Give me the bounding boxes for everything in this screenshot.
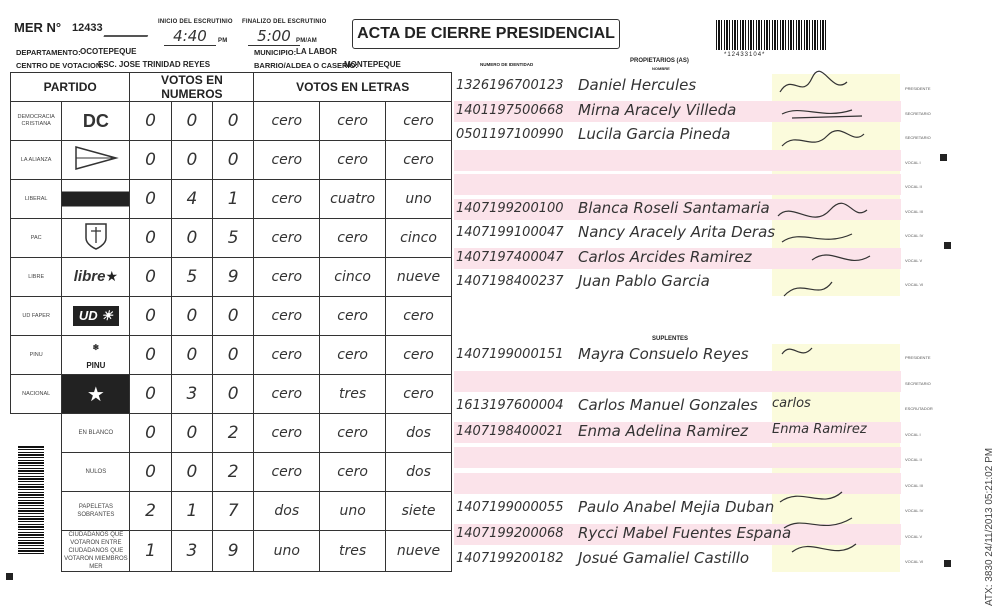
vote-word: cero xyxy=(386,297,452,336)
end-time: 5:00 xyxy=(248,27,300,46)
party-logo: DC xyxy=(62,102,130,141)
party-logo xyxy=(62,141,130,180)
owners-sub: NOMBRE xyxy=(652,66,670,71)
vote-digit: 4 xyxy=(171,180,212,219)
vote-digit: 0 xyxy=(130,258,171,297)
role-label: SECRETARIO xyxy=(905,135,931,140)
vote-digit: 5 xyxy=(171,258,212,297)
representative-id: 1407199100047 xyxy=(456,225,564,240)
registration-mark xyxy=(940,154,947,161)
party-row xyxy=(11,102,452,141)
party-name: LIBRE xyxy=(11,258,62,297)
special-row xyxy=(11,414,452,453)
party-row xyxy=(11,297,452,336)
representative-id: 1326196700123 xyxy=(456,78,564,93)
municipality-value: LA LABOR xyxy=(296,47,338,56)
vote-digit: 0 xyxy=(130,375,171,414)
registration-mark xyxy=(944,560,951,567)
vote-digit: 2 xyxy=(130,492,171,531)
vote-digit: 0 xyxy=(213,102,254,141)
representative-id: 1613197600004 xyxy=(456,398,564,413)
vote-digit: 2 xyxy=(213,453,254,492)
special-row xyxy=(11,492,452,531)
vote-word: cero xyxy=(254,297,320,336)
party-row xyxy=(11,375,452,414)
center-label: CENTRO DE VOTACION: xyxy=(16,61,104,70)
end-label: FINALIZO DEL ESCRUTINIO xyxy=(242,19,327,25)
col-words: VOTOS EN LETRAS xyxy=(254,73,452,102)
vote-word: cero xyxy=(386,336,452,375)
vote-word: cero xyxy=(386,375,452,414)
vote-digit: 0 xyxy=(130,414,171,453)
role-label: VOCAL V xyxy=(905,257,923,263)
vote-digit: 0 xyxy=(130,336,171,375)
votes-table xyxy=(10,72,452,572)
representative-name: Mayra Consuelo Reyes xyxy=(578,345,749,363)
vote-digit: 0 xyxy=(213,141,254,180)
special-label: PAPELETAS SOBRANTES xyxy=(62,492,130,531)
representative-id: 1407199000151 xyxy=(456,347,564,362)
role-label: SECRETARIO xyxy=(905,110,931,116)
vote-word: uno xyxy=(320,492,386,531)
vote-digit: 0 xyxy=(213,336,254,375)
role-label: VOCAL IV xyxy=(905,233,924,238)
party-row xyxy=(11,336,452,375)
representative-id: 1401197500668 xyxy=(456,102,564,118)
party-name: UD FAPER xyxy=(11,297,62,336)
vote-digit: 0 xyxy=(171,141,212,180)
substitutes-header: SUPLENTES xyxy=(652,336,689,342)
party-logo: UD ☀ xyxy=(62,297,130,336)
special-row xyxy=(11,531,452,572)
role-label: VOCAL I xyxy=(905,159,921,165)
representative-name: Mirna Aracely Villeda xyxy=(578,100,737,119)
vote-digit: 9 xyxy=(213,258,254,297)
role-label: PRESIDENTE xyxy=(905,86,931,91)
party-logo: ★ xyxy=(62,375,130,414)
vote-word: cero xyxy=(254,141,320,180)
vote-word: cero xyxy=(386,141,452,180)
col-party: PARTIDO xyxy=(11,73,130,102)
signature-scribbles xyxy=(772,70,902,570)
representative-name: Josué Gamaliel Castillo xyxy=(578,549,750,567)
representative-id: 1407199200068 xyxy=(456,525,564,541)
vote-word: cero xyxy=(254,453,320,492)
vote-digit: 0 xyxy=(171,336,212,375)
vote-word: cero xyxy=(320,453,386,492)
department-label: DEPARTAMENTO: xyxy=(16,48,81,57)
representative-name: Rycci Mabel Fuentes Espana xyxy=(578,523,792,542)
village-label: BARRIO/ALDEA O CASERIO: xyxy=(254,61,358,70)
role-label: VOCAL II xyxy=(905,457,922,462)
start-time: 4:40 xyxy=(164,27,216,46)
role-label: VOCAL III xyxy=(905,208,923,214)
vote-word: dos xyxy=(386,453,452,492)
representative-id: 1407199000055 xyxy=(456,500,564,515)
vote-digit: 0 xyxy=(171,414,212,453)
header-barcode-number: *12433104* xyxy=(724,52,766,58)
vote-word: cero xyxy=(254,258,320,297)
vote-word: cero xyxy=(254,180,320,219)
party-row xyxy=(11,219,452,258)
vote-word: dos xyxy=(254,492,320,531)
vote-digit: 1 xyxy=(171,492,212,531)
vote-word: uno xyxy=(254,531,320,572)
vote-digit: 2 xyxy=(213,414,254,453)
col-numbers: VOTOS EN NUMEROS xyxy=(130,73,254,102)
vote-digit: 0 xyxy=(171,102,212,141)
vote-word: siete xyxy=(386,492,452,531)
page-title: ACTA DE CIERRE PRESIDENCIAL xyxy=(352,19,620,49)
village-value: MONTEPEQUE xyxy=(344,60,401,69)
mer-number: 12433 xyxy=(72,22,103,34)
vote-word: uno xyxy=(386,180,452,219)
vote-word: cero xyxy=(320,297,386,336)
role-label: VOCAL II xyxy=(905,184,922,189)
vote-word: cinco xyxy=(320,258,386,297)
vote-word: tres xyxy=(320,375,386,414)
special-label: EN BLANCO xyxy=(62,414,130,453)
vote-word: cero xyxy=(254,102,320,141)
party-row xyxy=(11,180,452,219)
vote-word: cero xyxy=(254,219,320,258)
vote-word: tres xyxy=(320,531,386,572)
vote-digit: 0 xyxy=(130,180,171,219)
vote-word: cero xyxy=(320,102,386,141)
party-logo: ❄ PINU xyxy=(62,336,130,375)
vote-digit: 9 xyxy=(213,531,254,572)
party-name: LIBERAL xyxy=(11,180,62,219)
id-header: NUMERO DE IDENTIDAD xyxy=(480,62,534,67)
role-label: VOCAL VI xyxy=(905,282,924,287)
vote-word: cero xyxy=(320,219,386,258)
representative-signature: carlos xyxy=(772,396,811,411)
center-value: ESC. JOSE TRINIDAD REYES xyxy=(98,60,211,69)
party-name: NACIONAL xyxy=(11,375,62,414)
registration-mark xyxy=(6,573,13,580)
vote-word: cero xyxy=(386,102,452,141)
start-label: INICIO DEL ESCRUTINIO xyxy=(158,19,233,25)
party-name: DEMOCRACIA CRISTIANA xyxy=(11,102,62,141)
vote-word: cero xyxy=(254,375,320,414)
role-label: VOCAL V xyxy=(905,533,923,539)
role-label: PRESIDENTE xyxy=(905,355,931,360)
mer-label: MER N° xyxy=(14,20,62,35)
role-label: VOCAL VI xyxy=(905,559,924,564)
representative-name: Blanca Roseli Santamaria xyxy=(578,198,770,217)
representative-id: 1407199200100 xyxy=(456,200,564,216)
end-suffix: PM/AM xyxy=(296,38,317,44)
vote-digit: 5 xyxy=(213,219,254,258)
vote-word: cero xyxy=(320,141,386,180)
vote-digit: 1 xyxy=(130,531,171,572)
vote-word: cero xyxy=(320,414,386,453)
vote-word: nueve xyxy=(386,258,452,297)
vote-digit: 0 xyxy=(130,219,171,258)
representative-name: Carlos Manuel Gonzales xyxy=(578,396,758,414)
vote-word: cero xyxy=(254,336,320,375)
vote-digit: 0 xyxy=(213,297,254,336)
vote-word: cinco xyxy=(386,219,452,258)
role-label: VOCAL I xyxy=(905,431,921,437)
role-label: SECRETARIO xyxy=(905,380,931,386)
vote-digit: 0 xyxy=(130,297,171,336)
special-label: NULOS xyxy=(62,453,130,492)
representative-id: 1407199200182 xyxy=(456,551,564,566)
vote-digit: 0 xyxy=(171,297,212,336)
cne-logo xyxy=(103,23,152,37)
vote-digit: 0 xyxy=(171,453,212,492)
representative-id: 1407198400237 xyxy=(456,274,564,289)
start-suffix: PM xyxy=(218,38,228,44)
representative-name: Carlos Arcides Ramirez xyxy=(578,247,752,266)
special-row xyxy=(11,453,452,492)
role-label: VOCAL III xyxy=(905,482,923,488)
party-name: PAC xyxy=(11,219,62,258)
vote-word: dos xyxy=(386,414,452,453)
vote-word: cero xyxy=(320,336,386,375)
vote-digit: 0 xyxy=(130,102,171,141)
representative-name: Nancy Aracely Arita Deras xyxy=(578,223,776,241)
municipality-label: MUNICIPIO: xyxy=(254,48,297,57)
vote-word: nueve xyxy=(386,531,452,572)
special-label: CIUDADANOS QUE VOTARON ENTRE CIUDADANOS QUE VOTARON MIEMBROS MER xyxy=(62,531,130,572)
party-logo xyxy=(62,180,130,219)
role-label: VOCAL IV xyxy=(905,508,924,513)
vote-digit: 0 xyxy=(171,219,212,258)
representative-name: Daniel Hercules xyxy=(578,76,697,94)
vote-word: cero xyxy=(254,414,320,453)
role-label: ESCRUTADOR xyxy=(905,406,933,411)
representative-name: Enma Adelina Ramirez xyxy=(578,421,749,440)
party-logo: libre★ xyxy=(62,258,130,297)
party-row xyxy=(11,141,452,180)
party-name: LA ALIANZA xyxy=(11,141,62,180)
vote-digit: 0 xyxy=(130,453,171,492)
representative-id: 1407198400021 xyxy=(456,423,564,439)
representative-name: Juan Pablo Garcia xyxy=(578,272,710,290)
party-name: PINU xyxy=(11,336,62,375)
representative-name: Lucila Garcia Pineda xyxy=(578,125,731,143)
vote-digit: 1 xyxy=(213,180,254,219)
vote-digit: 3 xyxy=(171,375,212,414)
vote-digit: 0 xyxy=(130,141,171,180)
representative-signature: Enma Ramirez xyxy=(772,421,867,437)
vote-word: cuatro xyxy=(320,180,386,219)
header-barcode xyxy=(716,20,826,50)
representative-id: 0501197100990 xyxy=(456,127,564,142)
vote-digit: 0 xyxy=(213,375,254,414)
vote-digit: 3 xyxy=(171,531,212,572)
side-stamp: ATX: 3830 24/11/2013 05:21:02 PM xyxy=(984,447,995,606)
registration-mark xyxy=(944,242,951,249)
representative-name: Paulo Anabel Mejia Duban xyxy=(578,498,775,516)
department-value: OCOTEPEQUE xyxy=(80,47,137,56)
owners-header: PROPIETARIOS (AS) xyxy=(630,58,689,64)
party-row xyxy=(11,258,452,297)
party-logo xyxy=(62,219,130,258)
representative-id: 1407197400047 xyxy=(456,249,564,265)
vote-digit: 7 xyxy=(213,492,254,531)
side-barcode xyxy=(18,446,44,554)
